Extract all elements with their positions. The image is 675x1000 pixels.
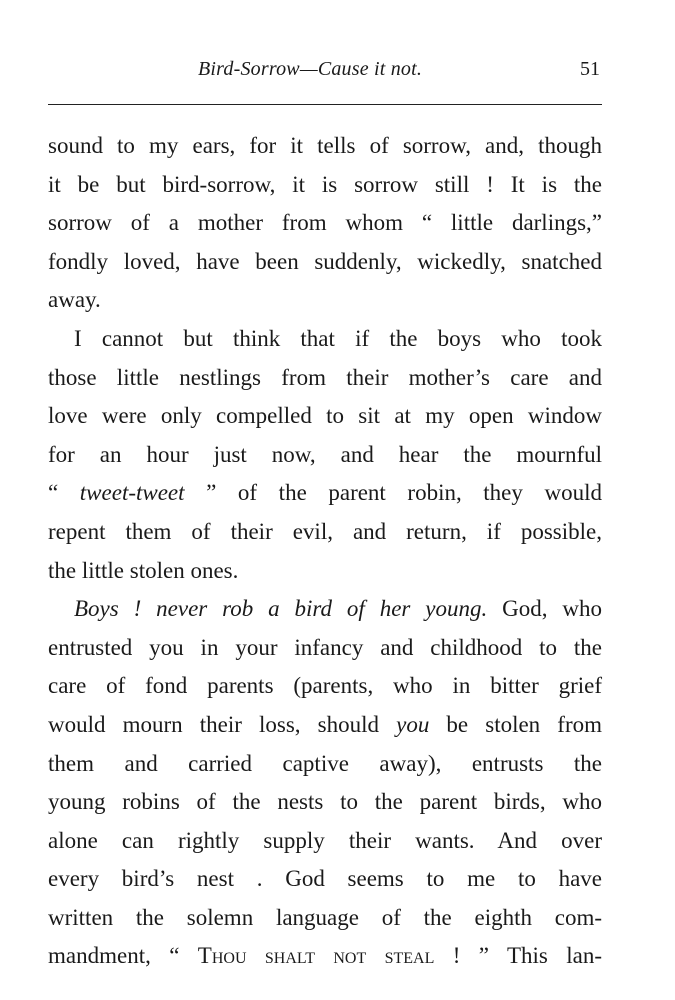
page-number: 51 bbox=[580, 58, 600, 80]
body-text bbox=[48, 127, 602, 976]
line-part: would mourn their loss, should bbox=[48, 711, 397, 737]
text-line: the little stolen ones. bbox=[48, 557, 239, 583]
text-line: young robins of the nests to the parent birds, who bbox=[48, 789, 602, 815]
text-line: every bird’s nest . God seems to me to have bbox=[48, 866, 602, 892]
header-rule bbox=[48, 104, 602, 105]
text-line-commandment bbox=[48, 937, 602, 976]
text-line: away. bbox=[48, 287, 101, 313]
line-part: ! ” This lan- bbox=[434, 943, 602, 969]
text-line: written the solemn language of the eighth com- bbox=[48, 904, 602, 930]
text-line-lead bbox=[48, 590, 602, 629]
you-word: you bbox=[396, 711, 430, 737]
text-line: alone can rightly supply their wants. And over bbox=[48, 827, 602, 853]
line-rest: ” of the parent robin, they would bbox=[184, 480, 602, 506]
text-line: those little nestlings from their mother’s care and bbox=[48, 364, 602, 390]
commandment-text: Thou shalt not steal bbox=[197, 943, 435, 969]
text-line: entrusted you in your infancy and childhood to the bbox=[48, 634, 602, 660]
text-line: I cannot but think that if the boys who took bbox=[74, 325, 602, 351]
line-part: mandment, “ bbox=[48, 943, 198, 969]
text-line: for an hour just now, and hear the mournful bbox=[48, 441, 602, 467]
text-line: repent them of their evil, and return, if possible, bbox=[48, 518, 602, 544]
line-rest: God, who bbox=[487, 596, 602, 622]
running-title: Bird-Sorrow—Cause it not. bbox=[198, 58, 423, 80]
line-part: be stolen from bbox=[429, 711, 602, 737]
open-quote: “ bbox=[48, 480, 80, 506]
text-line: it be but bird-sorrow, it is sorrow still ! It is the bbox=[48, 171, 602, 197]
tweet-word: tweet-tweet bbox=[79, 480, 185, 506]
running-head bbox=[48, 58, 602, 86]
text-line-tweet bbox=[48, 474, 602, 513]
text-line: sorrow of a mother from whom “ little darlings,” bbox=[48, 210, 602, 236]
paragraph-1 bbox=[48, 127, 602, 320]
paragraph-2 bbox=[48, 320, 602, 590]
text-line: care of fond parents (parents, who in bitter grief bbox=[48, 673, 602, 699]
paragraph-3 bbox=[48, 590, 602, 976]
text-line: fondly loved, have been suddenly, wickedly, snatched bbox=[48, 248, 602, 274]
text-line-you bbox=[48, 706, 602, 745]
text-line: sound to my ears, for it tells of sorrow, and, though bbox=[48, 133, 602, 158]
text-line: love were only compelled to sit at my open window bbox=[48, 403, 602, 429]
italic-lead: Boys ! never rob a bird of her young. bbox=[74, 596, 488, 622]
text-line: them and carried captive away), entrusts the bbox=[48, 750, 602, 776]
